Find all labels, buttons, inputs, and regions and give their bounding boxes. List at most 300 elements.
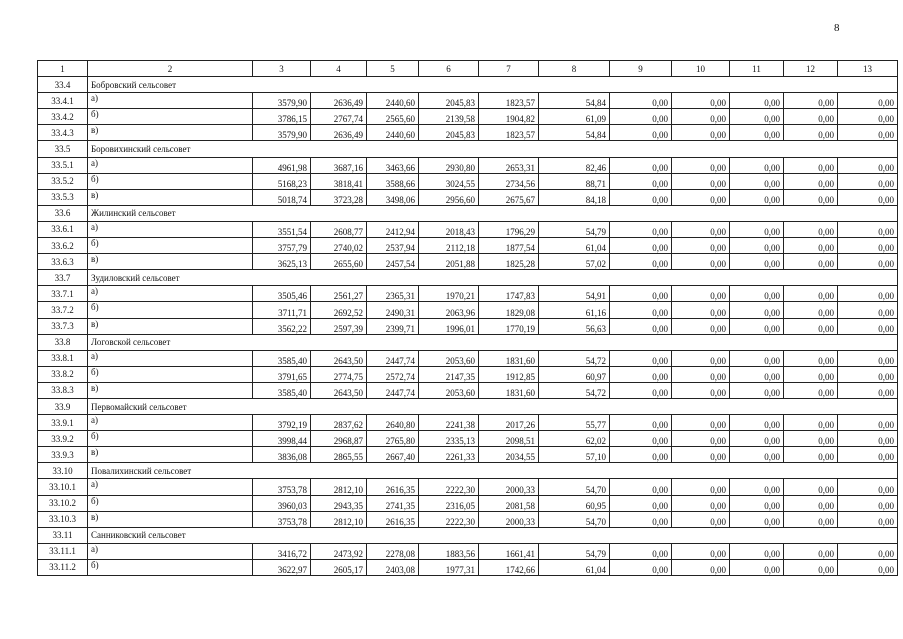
value-cell-col-5: 2278,08 [367, 543, 419, 559]
section-row [38, 270, 898, 286]
value-cell-col-10: 0,00 [672, 415, 730, 431]
value-cell-col-11: 0,00 [730, 254, 784, 270]
value-cell-col-12: 0,00 [784, 173, 838, 189]
value-cell-col-5: 2447,74 [367, 350, 419, 366]
value-cell-col-5: 3498,06 [367, 189, 419, 205]
value-cell-col-13: 0,00 [838, 318, 898, 334]
row-code: 33.9.1 [38, 415, 88, 431]
value-cell-col-12: 0,00 [784, 157, 838, 173]
value-cell-col-13: 0,00 [838, 221, 898, 237]
value-cell-col-5: 2412,94 [367, 221, 419, 237]
value-cell-col-12: 0,00 [784, 543, 838, 559]
value-cell-col-10: 0,00 [672, 431, 730, 447]
table-row [38, 254, 898, 270]
column-header-10: 10 [672, 61, 730, 77]
section-row [38, 463, 898, 479]
value-cell-col-6: 2222,30 [419, 511, 479, 527]
value-cell-col-10: 0,00 [672, 302, 730, 318]
value-cell-col-8: 54,84 [539, 93, 610, 109]
section-code: 33.10 [38, 463, 88, 479]
value-cell-col-5: 2667,40 [367, 447, 419, 463]
value-cell-col-6: 2139,58 [419, 109, 479, 125]
value-cell-col-8: 57,02 [539, 254, 610, 270]
value-cell-col-4: 2740,02 [311, 238, 367, 254]
table-row [38, 125, 898, 141]
value-cell-col-13: 0,00 [838, 350, 898, 366]
row-label: а) [88, 93, 253, 109]
value-cell-col-10: 0,00 [672, 543, 730, 559]
value-cell-col-7: 1742,66 [479, 559, 539, 575]
value-cell-col-13: 0,00 [838, 415, 898, 431]
value-cell-col-6: 2045,83 [419, 125, 479, 141]
value-cell-col-13: 0,00 [838, 173, 898, 189]
value-cell-col-10: 0,00 [672, 447, 730, 463]
row-code: 33.11.1 [38, 543, 88, 559]
value-cell-col-7: 1831,60 [479, 350, 539, 366]
value-cell-col-10: 0,00 [672, 189, 730, 205]
value-cell-col-10: 0,00 [672, 495, 730, 511]
value-cell-col-10: 0,00 [672, 254, 730, 270]
row-code: 33.9.3 [38, 447, 88, 463]
value-cell-col-3: 3786,15 [253, 109, 311, 125]
row-label: а) [88, 350, 253, 366]
value-cell-col-11: 0,00 [730, 479, 784, 495]
table-row [38, 173, 898, 189]
value-cell-col-7: 2081,58 [479, 495, 539, 511]
section-title: Повалихинский сельсовет [88, 463, 898, 479]
value-cell-col-7: 2000,33 [479, 479, 539, 495]
row-code: 33.4.2 [38, 109, 88, 125]
row-label: а) [88, 543, 253, 559]
value-cell-col-8: 61,16 [539, 302, 610, 318]
value-cell-col-12: 0,00 [784, 366, 838, 382]
value-cell-col-6: 2053,60 [419, 350, 479, 366]
value-cell-col-8: 55,77 [539, 415, 610, 431]
column-header-5: 5 [367, 61, 419, 77]
value-cell-col-12: 0,00 [784, 479, 838, 495]
value-cell-col-12: 0,00 [784, 318, 838, 334]
section-row [38, 527, 898, 543]
value-cell-col-9: 0,00 [610, 543, 672, 559]
value-cell-col-7: 1823,57 [479, 125, 539, 141]
value-cell-col-13: 0,00 [838, 93, 898, 109]
value-cell-col-12: 0,00 [784, 350, 838, 366]
value-cell-col-10: 0,00 [672, 559, 730, 575]
value-cell-col-3: 3711,71 [253, 302, 311, 318]
row-label: в) [88, 254, 253, 270]
value-cell-col-4: 2767,74 [311, 109, 367, 125]
table-row [38, 286, 898, 302]
value-cell-col-6: 3024,55 [419, 173, 479, 189]
value-cell-col-10: 0,00 [672, 109, 730, 125]
value-cell-col-9: 0,00 [610, 302, 672, 318]
value-cell-col-9: 0,00 [610, 511, 672, 527]
value-cell-col-11: 0,00 [730, 431, 784, 447]
value-cell-col-10: 0,00 [672, 93, 730, 109]
value-cell-col-7: 2675,67 [479, 189, 539, 205]
value-cell-col-9: 0,00 [610, 254, 672, 270]
column-header-3: 3 [253, 61, 311, 77]
value-cell-col-4: 2473,92 [311, 543, 367, 559]
value-cell-col-7: 1823,57 [479, 93, 539, 109]
value-cell-col-12: 0,00 [784, 302, 838, 318]
value-cell-col-5: 2457,54 [367, 254, 419, 270]
value-cell-col-11: 0,00 [730, 109, 784, 125]
value-cell-col-6: 1970,21 [419, 286, 479, 302]
value-cell-col-12: 0,00 [784, 415, 838, 431]
value-cell-col-5: 2365,31 [367, 286, 419, 302]
value-cell-col-3: 3792,19 [253, 415, 311, 431]
value-cell-col-11: 0,00 [730, 189, 784, 205]
value-cell-col-4: 3687,16 [311, 157, 367, 173]
value-cell-col-3: 5018,74 [253, 189, 311, 205]
section-row [38, 205, 898, 221]
value-cell-col-6: 2018,43 [419, 221, 479, 237]
value-cell-col-3: 4961,98 [253, 157, 311, 173]
value-cell-col-6: 2147,35 [419, 366, 479, 382]
value-cell-col-9: 0,00 [610, 125, 672, 141]
value-cell-col-4: 2865,55 [311, 447, 367, 463]
value-cell-col-11: 0,00 [730, 350, 784, 366]
value-cell-col-3: 3562,22 [253, 318, 311, 334]
value-cell-col-10: 0,00 [672, 157, 730, 173]
value-cell-col-6: 1996,01 [419, 318, 479, 334]
value-cell-col-8: 84,18 [539, 189, 610, 205]
value-cell-col-3: 3585,40 [253, 382, 311, 398]
value-cell-col-7: 2034,55 [479, 447, 539, 463]
value-cell-col-7: 1904,82 [479, 109, 539, 125]
row-code: 33.4.1 [38, 93, 88, 109]
value-cell-col-6: 2051,88 [419, 254, 479, 270]
table-row [38, 93, 898, 109]
value-cell-col-5: 2440,60 [367, 93, 419, 109]
row-label: в) [88, 189, 253, 205]
value-cell-col-5: 2640,80 [367, 415, 419, 431]
value-cell-col-9: 0,00 [610, 495, 672, 511]
table-row [38, 447, 898, 463]
value-cell-col-13: 0,00 [838, 543, 898, 559]
row-code: 33.8.1 [38, 350, 88, 366]
column-header-8: 8 [539, 61, 610, 77]
value-cell-col-7: 2653,31 [479, 157, 539, 173]
section-title: Зудиловский сельсовет [88, 270, 898, 286]
table-row [38, 366, 898, 382]
value-cell-col-9: 0,00 [610, 286, 672, 302]
row-code: 33.6.3 [38, 254, 88, 270]
value-cell-col-5: 2537,94 [367, 238, 419, 254]
table-row [38, 318, 898, 334]
value-cell-col-11: 0,00 [730, 318, 784, 334]
value-cell-col-8: 60,95 [539, 495, 610, 511]
value-cell-col-13: 0,00 [838, 302, 898, 318]
section-code: 33.4 [38, 77, 88, 93]
value-cell-col-4: 2636,49 [311, 93, 367, 109]
value-cell-col-4: 2605,17 [311, 559, 367, 575]
section-code: 33.7 [38, 270, 88, 286]
value-cell-col-4: 2597,39 [311, 318, 367, 334]
value-cell-col-3: 3960,03 [253, 495, 311, 511]
value-cell-col-7: 1825,28 [479, 254, 539, 270]
value-cell-col-13: 0,00 [838, 238, 898, 254]
column-header-13: 13 [838, 61, 898, 77]
value-cell-col-13: 0,00 [838, 286, 898, 302]
value-cell-col-5: 2565,60 [367, 109, 419, 125]
value-cell-col-9: 0,00 [610, 189, 672, 205]
value-cell-col-7: 1831,60 [479, 382, 539, 398]
value-cell-col-8: 54,79 [539, 543, 610, 559]
value-cell-col-4: 2636,49 [311, 125, 367, 141]
value-cell-col-10: 0,00 [672, 366, 730, 382]
value-cell-col-4: 2692,52 [311, 302, 367, 318]
value-cell-col-12: 0,00 [784, 238, 838, 254]
value-cell-col-4: 2608,77 [311, 221, 367, 237]
value-cell-col-5: 2490,31 [367, 302, 419, 318]
value-cell-col-10: 0,00 [672, 238, 730, 254]
value-cell-col-11: 0,00 [730, 366, 784, 382]
table-row [38, 479, 898, 495]
value-cell-col-5: 2765,80 [367, 431, 419, 447]
row-code: 33.5.1 [38, 157, 88, 173]
row-label: в) [88, 125, 253, 141]
table-row [38, 157, 898, 173]
value-cell-col-6: 2045,83 [419, 93, 479, 109]
row-label: б) [88, 559, 253, 575]
value-cell-col-12: 0,00 [784, 559, 838, 575]
value-cell-col-9: 0,00 [610, 318, 672, 334]
value-cell-col-6: 2261,33 [419, 447, 479, 463]
value-cell-col-11: 0,00 [730, 157, 784, 173]
table-row [38, 511, 898, 527]
value-cell-col-13: 0,00 [838, 479, 898, 495]
value-cell-col-13: 0,00 [838, 382, 898, 398]
value-cell-col-8: 56,63 [539, 318, 610, 334]
value-cell-col-9: 0,00 [610, 238, 672, 254]
value-cell-col-4: 2561,27 [311, 286, 367, 302]
value-cell-col-12: 0,00 [784, 254, 838, 270]
value-cell-col-3: 3625,13 [253, 254, 311, 270]
value-cell-col-5: 2616,35 [367, 479, 419, 495]
value-cell-col-3: 3579,90 [253, 93, 311, 109]
value-cell-col-10: 0,00 [672, 382, 730, 398]
row-label: в) [88, 318, 253, 334]
row-label: б) [88, 238, 253, 254]
value-cell-col-4: 2812,10 [311, 479, 367, 495]
header-row [38, 61, 898, 77]
value-cell-col-10: 0,00 [672, 511, 730, 527]
value-cell-col-4: 2968,87 [311, 431, 367, 447]
table-row [38, 543, 898, 559]
value-cell-col-3: 3998,44 [253, 431, 311, 447]
value-cell-col-11: 0,00 [730, 302, 784, 318]
value-cell-col-8: 54,72 [539, 350, 610, 366]
value-cell-col-8: 54,72 [539, 382, 610, 398]
value-cell-col-4: 3818,41 [311, 173, 367, 189]
value-cell-col-9: 0,00 [610, 447, 672, 463]
value-cell-col-4: 2774,75 [311, 366, 367, 382]
value-cell-col-5: 2440,60 [367, 125, 419, 141]
value-cell-col-6: 2112,18 [419, 238, 479, 254]
column-header-4: 4 [311, 61, 367, 77]
row-label: а) [88, 286, 253, 302]
row-code: 33.6.2 [38, 238, 88, 254]
column-header-12: 12 [784, 61, 838, 77]
section-title: Санниковский сельсовет [88, 527, 898, 543]
value-cell-col-7: 2098,51 [479, 431, 539, 447]
value-cell-col-3: 3416,72 [253, 543, 311, 559]
section-code: 33.6 [38, 205, 88, 221]
section-title: Бобровский сельсовет [88, 77, 898, 93]
value-cell-col-4: 2643,50 [311, 382, 367, 398]
value-cell-col-3: 3585,40 [253, 350, 311, 366]
value-cell-col-9: 0,00 [610, 479, 672, 495]
row-code: 33.7.3 [38, 318, 88, 334]
section-code: 33.11 [38, 527, 88, 543]
row-code: 33.7.1 [38, 286, 88, 302]
value-cell-col-4: 2655,60 [311, 254, 367, 270]
value-cell-col-11: 0,00 [730, 543, 784, 559]
value-cell-col-9: 0,00 [610, 559, 672, 575]
row-code: 33.9.2 [38, 431, 88, 447]
value-cell-col-5: 3463,66 [367, 157, 419, 173]
value-cell-col-5: 2572,74 [367, 366, 419, 382]
value-cell-col-5: 2399,71 [367, 318, 419, 334]
value-cell-col-9: 0,00 [610, 366, 672, 382]
value-cell-col-12: 0,00 [784, 125, 838, 141]
value-cell-col-4: 2812,10 [311, 511, 367, 527]
value-cell-col-13: 0,00 [838, 495, 898, 511]
value-cell-col-11: 0,00 [730, 238, 784, 254]
column-header-9: 9 [610, 61, 672, 77]
value-cell-col-8: 61,04 [539, 238, 610, 254]
value-cell-col-7: 1747,83 [479, 286, 539, 302]
value-cell-col-7: 1912,85 [479, 366, 539, 382]
value-cell-col-12: 0,00 [784, 511, 838, 527]
row-code: 33.5.3 [38, 189, 88, 205]
value-cell-col-12: 0,00 [784, 109, 838, 125]
value-cell-col-13: 0,00 [838, 559, 898, 575]
value-cell-col-12: 0,00 [784, 382, 838, 398]
row-label: б) [88, 109, 253, 125]
row-code: 33.6.1 [38, 221, 88, 237]
row-label: а) [88, 479, 253, 495]
value-cell-col-6: 2222,30 [419, 479, 479, 495]
value-cell-col-3: 3579,90 [253, 125, 311, 141]
value-cell-col-5: 2403,08 [367, 559, 419, 575]
value-cell-col-12: 0,00 [784, 286, 838, 302]
row-code: 33.10.2 [38, 495, 88, 511]
row-code: 33.5.2 [38, 173, 88, 189]
value-cell-col-3: 3622,97 [253, 559, 311, 575]
value-cell-col-12: 0,00 [784, 431, 838, 447]
value-cell-col-11: 0,00 [730, 286, 784, 302]
row-label: а) [88, 221, 253, 237]
value-cell-col-11: 0,00 [730, 511, 784, 527]
row-code: 33.7.2 [38, 302, 88, 318]
value-cell-col-9: 0,00 [610, 431, 672, 447]
value-cell-col-7: 1877,54 [479, 238, 539, 254]
value-cell-col-8: 88,71 [539, 173, 610, 189]
value-cell-col-7: 1829,08 [479, 302, 539, 318]
value-cell-col-5: 2447,74 [367, 382, 419, 398]
value-cell-col-10: 0,00 [672, 318, 730, 334]
row-label: б) [88, 431, 253, 447]
value-cell-col-12: 0,00 [784, 447, 838, 463]
value-cell-col-4: 3723,28 [311, 189, 367, 205]
value-cell-col-9: 0,00 [610, 173, 672, 189]
value-cell-col-8: 62,02 [539, 431, 610, 447]
row-label: а) [88, 157, 253, 173]
value-cell-col-3: 5168,23 [253, 173, 311, 189]
row-label: а) [88, 415, 253, 431]
value-cell-col-3: 3791,65 [253, 366, 311, 382]
value-cell-col-8: 82,46 [539, 157, 610, 173]
value-cell-col-9: 0,00 [610, 109, 672, 125]
row-label: б) [88, 302, 253, 318]
value-cell-col-11: 0,00 [730, 382, 784, 398]
row-code: 33.8.3 [38, 382, 88, 398]
value-cell-col-7: 1770,19 [479, 318, 539, 334]
value-cell-col-6: 2956,60 [419, 189, 479, 205]
row-label: б) [88, 366, 253, 382]
table-row [38, 302, 898, 318]
column-header-11: 11 [730, 61, 784, 77]
value-cell-col-9: 0,00 [610, 93, 672, 109]
value-cell-col-3: 3551,54 [253, 221, 311, 237]
value-cell-col-11: 0,00 [730, 447, 784, 463]
value-cell-col-9: 0,00 [610, 157, 672, 173]
value-cell-col-10: 0,00 [672, 286, 730, 302]
value-cell-col-10: 0,00 [672, 125, 730, 141]
value-cell-col-12: 0,00 [784, 93, 838, 109]
table-row [38, 415, 898, 431]
value-cell-col-13: 0,00 [838, 366, 898, 382]
page-number: 8 [834, 22, 840, 34]
section-row [38, 334, 898, 350]
table-row [38, 189, 898, 205]
value-cell-col-10: 0,00 [672, 479, 730, 495]
value-cell-col-3: 3753,78 [253, 479, 311, 495]
value-cell-col-11: 0,00 [730, 125, 784, 141]
column-header-7: 7 [479, 61, 539, 77]
value-cell-col-8: 54,84 [539, 125, 610, 141]
value-cell-col-13: 0,00 [838, 109, 898, 125]
value-cell-col-6: 1883,56 [419, 543, 479, 559]
value-cell-col-9: 0,00 [610, 350, 672, 366]
table-row [38, 382, 898, 398]
value-cell-col-13: 0,00 [838, 254, 898, 270]
value-cell-col-3: 3757,79 [253, 238, 311, 254]
column-header-2: 2 [88, 61, 253, 77]
table-row [38, 495, 898, 511]
value-cell-col-7: 1661,41 [479, 543, 539, 559]
row-code: 33.8.2 [38, 366, 88, 382]
table-row [38, 238, 898, 254]
section-code: 33.5 [38, 141, 88, 157]
value-cell-col-13: 0,00 [838, 189, 898, 205]
table-row [38, 431, 898, 447]
value-cell-col-4: 2837,62 [311, 415, 367, 431]
section-row [38, 77, 898, 93]
row-code: 33.10.3 [38, 511, 88, 527]
value-cell-col-11: 0,00 [730, 93, 784, 109]
section-row [38, 141, 898, 157]
value-cell-col-6: 2241,38 [419, 415, 479, 431]
value-cell-col-3: 3836,08 [253, 447, 311, 463]
row-label: в) [88, 447, 253, 463]
value-cell-col-7: 1796,29 [479, 221, 539, 237]
value-cell-col-13: 0,00 [838, 511, 898, 527]
row-label: в) [88, 511, 253, 527]
